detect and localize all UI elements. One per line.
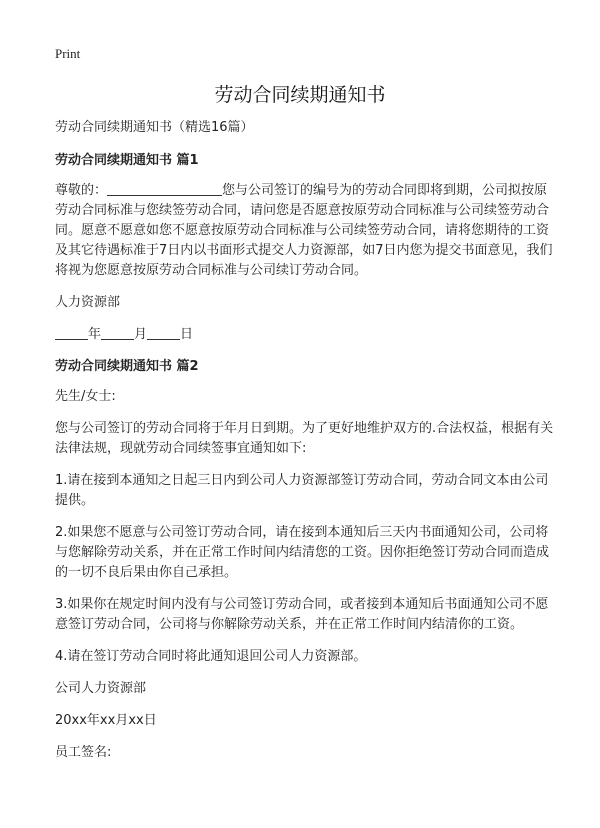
section-1-body: [55, 181, 555, 281]
section-2-signature: 公司人力资源部: [55, 681, 147, 696]
page-title: 劳动合同续期通知书: [214, 84, 386, 106]
day-blank-line: [147, 325, 180, 340]
document-body: [55, 118, 555, 775]
month-blank-line: [101, 325, 134, 340]
list-item: 2.如果您不愿意与公司签订劳动合同，请在接到本通知后三天内书面通知公司，公司将与您解除劳动关系，并在正常工作时间内结清您的工资。因你拒绝签订劳动合同而造成的一切不良后果由你自己承担。: [55, 525, 550, 580]
section-1-salutation: 尊敬的：: [55, 183, 108, 198]
section-2-heading: 劳动合同续期通知书 篇2: [55, 359, 199, 374]
employee-signature-label: 员工签名:: [55, 745, 112, 760]
date-month-label: 月: [134, 327, 148, 342]
year-blank-line: [55, 325, 88, 340]
document-subtitle: 劳动合同续期通知书（精选16篇）: [55, 120, 254, 135]
section-2-date: 20xx年xx月xx日: [55, 713, 157, 728]
date-year-label: 年: [88, 327, 102, 342]
section-1-heading: 劳动合同续期通知书 篇1: [55, 153, 199, 168]
list-item: 3.如果你在规定时间内没有与公司签订劳动合同，或者接到本通知后书面通知公司不愿意签订劳动合同，公司将与你解除劳动关系，并在正常工作时间内结清你的工资。: [55, 597, 549, 632]
section-2-intro: 您与公司签订的劳动合同将于年月日到期。为了更好地维护双方的.合法权益，根据有关法律法规，现就劳动合同续签事宜通知如下:: [55, 421, 554, 456]
list-item: 4.请在签订劳动合同时将此通知退回公司人力资源部。: [55, 649, 367, 664]
section-1-signature: 人力资源部: [55, 295, 121, 310]
section-2-salutation: 先生/女士:: [55, 389, 116, 404]
print-label: Print: [55, 46, 81, 61]
date-day-label: 日: [180, 327, 194, 342]
section-1-text: 您与公司签订的编号为的劳动合同即将到期，公司拟按原劳动合同标准与您续签劳动合同，请问您是否愿意按原劳动合同标准与公司续签劳动合同。愿意不愿意如您不愿意按原劳动合同标准与公司续签劳动合同，请将您期待的工资及其它待遇标准于7日内以书面形式提交人力资源部，如7日内您为提交书面意见，我们将视为您愿意按原劳动合同标准与公司续订劳动合同。: [55, 183, 553, 278]
list-item: 1.请在接到本通知之日起三日内到公司人力资源部签订劳动合同，劳动合同文本由公司提供。: [55, 473, 549, 508]
name-blank-line: [107, 181, 222, 196]
section-1-date: [55, 325, 555, 345]
